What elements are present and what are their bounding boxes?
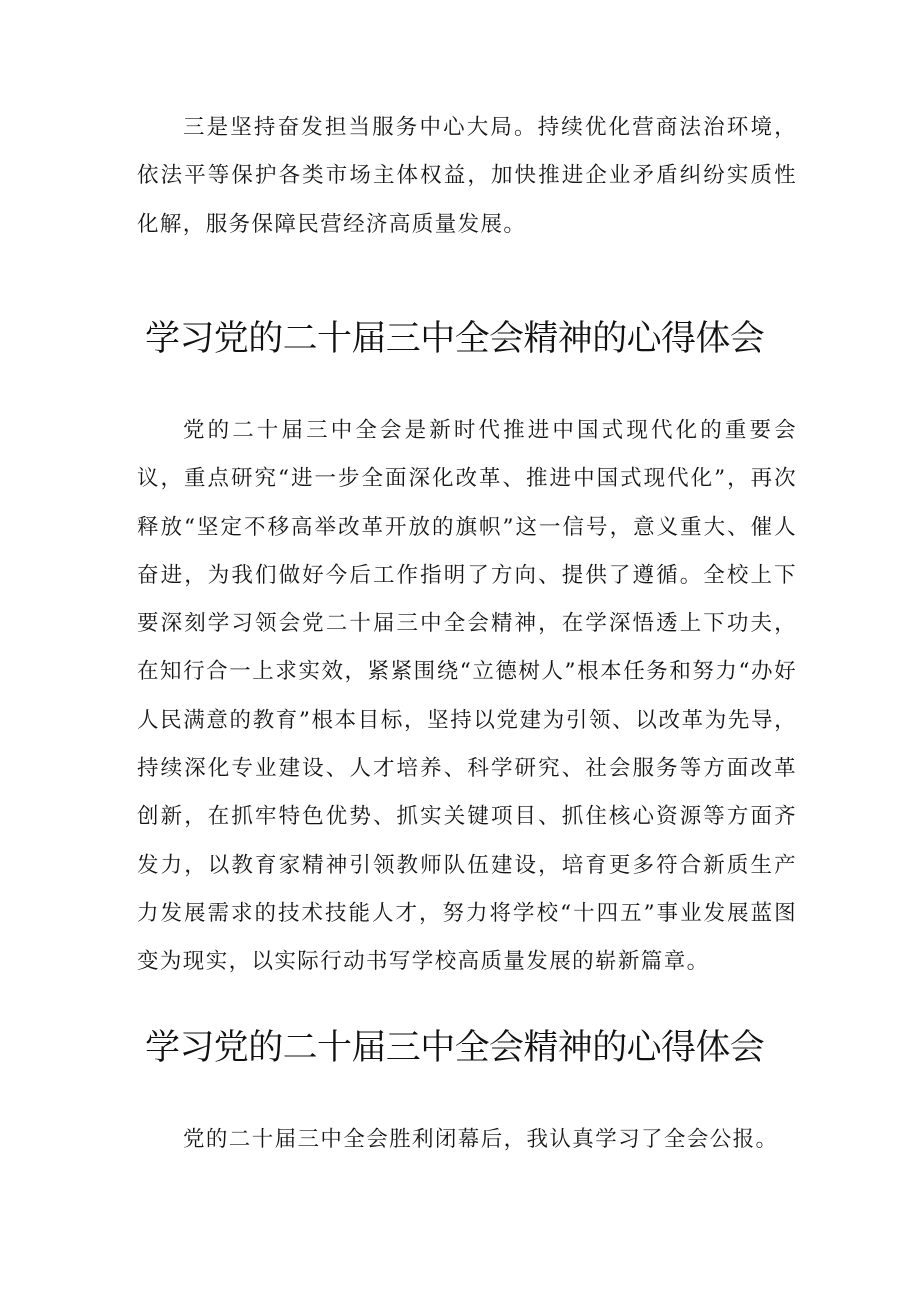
section-heading-2: 学习党的二十届三中全会精神的心得体会 xyxy=(145,1028,765,1068)
paragraph-communique-study: 党的二十届三中全会胜利闭幕后，我认真学习了全会公报。 xyxy=(183,1127,779,1152)
paragraph-plenary-significance: 党的二十届三中全会是新时代推进中国式现代化的重要会议，重点研究“进一步全面深化改革、推进中国式现代化”，再次释放“坚定不移高举改革开放的旗帜”这一信号，意义重大、催人奋进，为我们做好今后工作指明了方向、提供了遵循。全校上下要深刻学习领会党二十届三中全会精神，在学深悟透上下功夫，在知行合一上求实效，紧紧围绕“立德树人”根本任务和努力“办好人民满意的教育”根本目标，坚持以党建为引领、以改革为先导，持续深化专业建设、人才培养、科学研究、社会服务等方面改革创新，在抓牢特色优势、抓实关键项目、抓住核心资源等方面齐发力，以教育家精神引领教师队伍建设，培育更多符合新质生产力发展需求的技术技能人才，努力将学校“十四五”事业发展蓝图变为现实，以实际行动书写学校高质量发展的崭新篇章。 xyxy=(137,418,797,975)
paragraph-section-three: 三是坚持奋发担当服务中心大局。持续优化营商法治环境，依法平等保护各类市场主体权益，加快推进企业矛盾纠纷实质性化解，服务保障民营经济高质量发展。 xyxy=(137,115,797,237)
section-heading-1: 学习党的二十届三中全会精神的心得体会 xyxy=(145,319,765,359)
